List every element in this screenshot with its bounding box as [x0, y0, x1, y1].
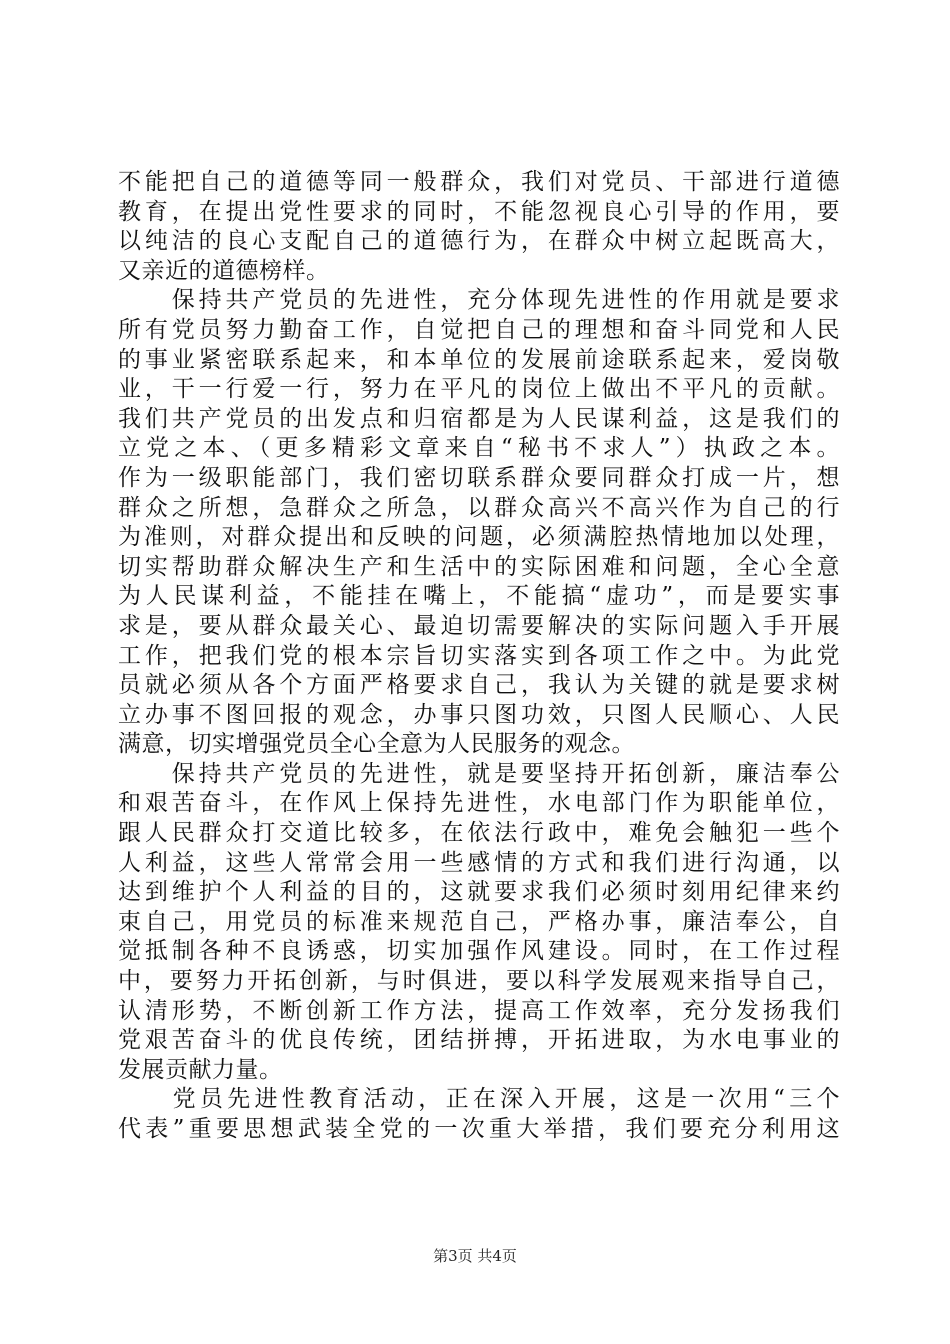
text-line: 保持共产党员的先进性，充分体现先进性的作用就是要求: [118, 287, 840, 314]
text-line: 党员先进性教育活动，正在深入开展，这是一次用“三个: [118, 1086, 840, 1113]
text-line: 我们共产党员的出发点和归宿都是为人民谋利益，这是我们的: [118, 405, 840, 432]
text-line: 觉抵制各种不良诱惑，切实加强作风建设。同时，在工作过程: [118, 938, 840, 965]
text-line: 立党之本、（更多精彩文章来自“秘书不求人”）执政之本。: [118, 435, 840, 462]
text-line: 求是，要从群众最关心、最迫切需要解决的实际问题入手开展: [118, 612, 840, 639]
document-body: [118, 168, 840, 1145]
text-line: 群众之所想，急群众之所急，以群众高兴不高兴作为自己的行: [118, 494, 840, 521]
text-line: 业，干一行爱一行，努力在平凡的岗位上做出不平凡的贡献。: [118, 376, 840, 403]
text-line: 工作，把我们党的根本宗旨切实落实到各项工作之中。为此党: [118, 642, 840, 669]
text-line: 以纯洁的良心支配自己的道德行为，在群众中树立起既高大，: [118, 228, 840, 255]
text-line: 员就必须从各个方面严格要求自己，我认为关键的就是要求树: [118, 672, 840, 699]
text-line: 和艰苦奋斗，在作风上保持先进性，水电部门作为职能单位，: [118, 790, 840, 817]
text-line: 中，要努力开拓创新，与时俱进，要以科学发展观来指导自己，: [118, 968, 840, 995]
text-line: 的事业紧密联系起来，和本单位的发展前途联系起来，爱岗敬: [118, 346, 840, 373]
text-line: 保持共产党员的先进性，就是要坚持开拓创新，廉洁奉公: [118, 760, 840, 787]
text-line: 切实帮助群众解决生产和生活中的实际困难和问题，全心全意: [118, 553, 840, 580]
text-line: 认清形势，不断创新工作方法，提高工作效率，充分发扬我们: [118, 997, 840, 1024]
text-line: 立办事不图回报的观念，办事只图功效，只图人民顺心、人民: [118, 701, 840, 728]
text-line: 为人民谋利益，不能挂在嘴上，不能搞“虚功”，而是要实事: [118, 583, 840, 610]
text-line: 不能把自己的道德等同一般群众，我们对党员、干部进行道德: [118, 169, 840, 195]
text-line: 束自己，用党员的标准来规范自己，严格办事，廉洁奉公，自: [118, 908, 840, 935]
text-line: 发展贡献力量。: [118, 1056, 283, 1083]
text-line: 为准则，对群众提出和反映的问题，必须满腔热情地加以处理，: [118, 524, 840, 551]
text-line: 跟人民群众打交道比较多，在依法行政中，难免会触犯一些个: [118, 820, 840, 847]
page-footer: 第3页 共4页: [433, 1247, 517, 1265]
text-line: 人利益，这些人常常会用一些感情的方式和我们进行沟通，以: [118, 849, 840, 876]
text-line: 代表”重要思想武装全党的一次重大举措，我们要充分利用这: [118, 1116, 840, 1142]
text-line: 满意，切实增强党员全心全意为人民服务的观念。: [118, 731, 635, 758]
text-line: 教育，在提出党性要求的同时，不能忽视良心引导的作用，要: [118, 198, 840, 225]
text-line: 又亲近的道德榜样。: [118, 257, 330, 284]
text-line: 党艰苦奋斗的优良传统，团结拼搏，开拓进取，为水电事业的: [118, 1027, 840, 1054]
text-line: 所有党员努力勤奋工作，自觉把自己的理想和奋斗同党和人民: [118, 316, 840, 343]
text-line: 作为一级职能部门，我们密切联系群众要同群众打成一片，想: [118, 464, 840, 491]
text-line: 达到维护个人利益的目的，这就要求我们必须时刻用纪律来约: [118, 879, 840, 906]
